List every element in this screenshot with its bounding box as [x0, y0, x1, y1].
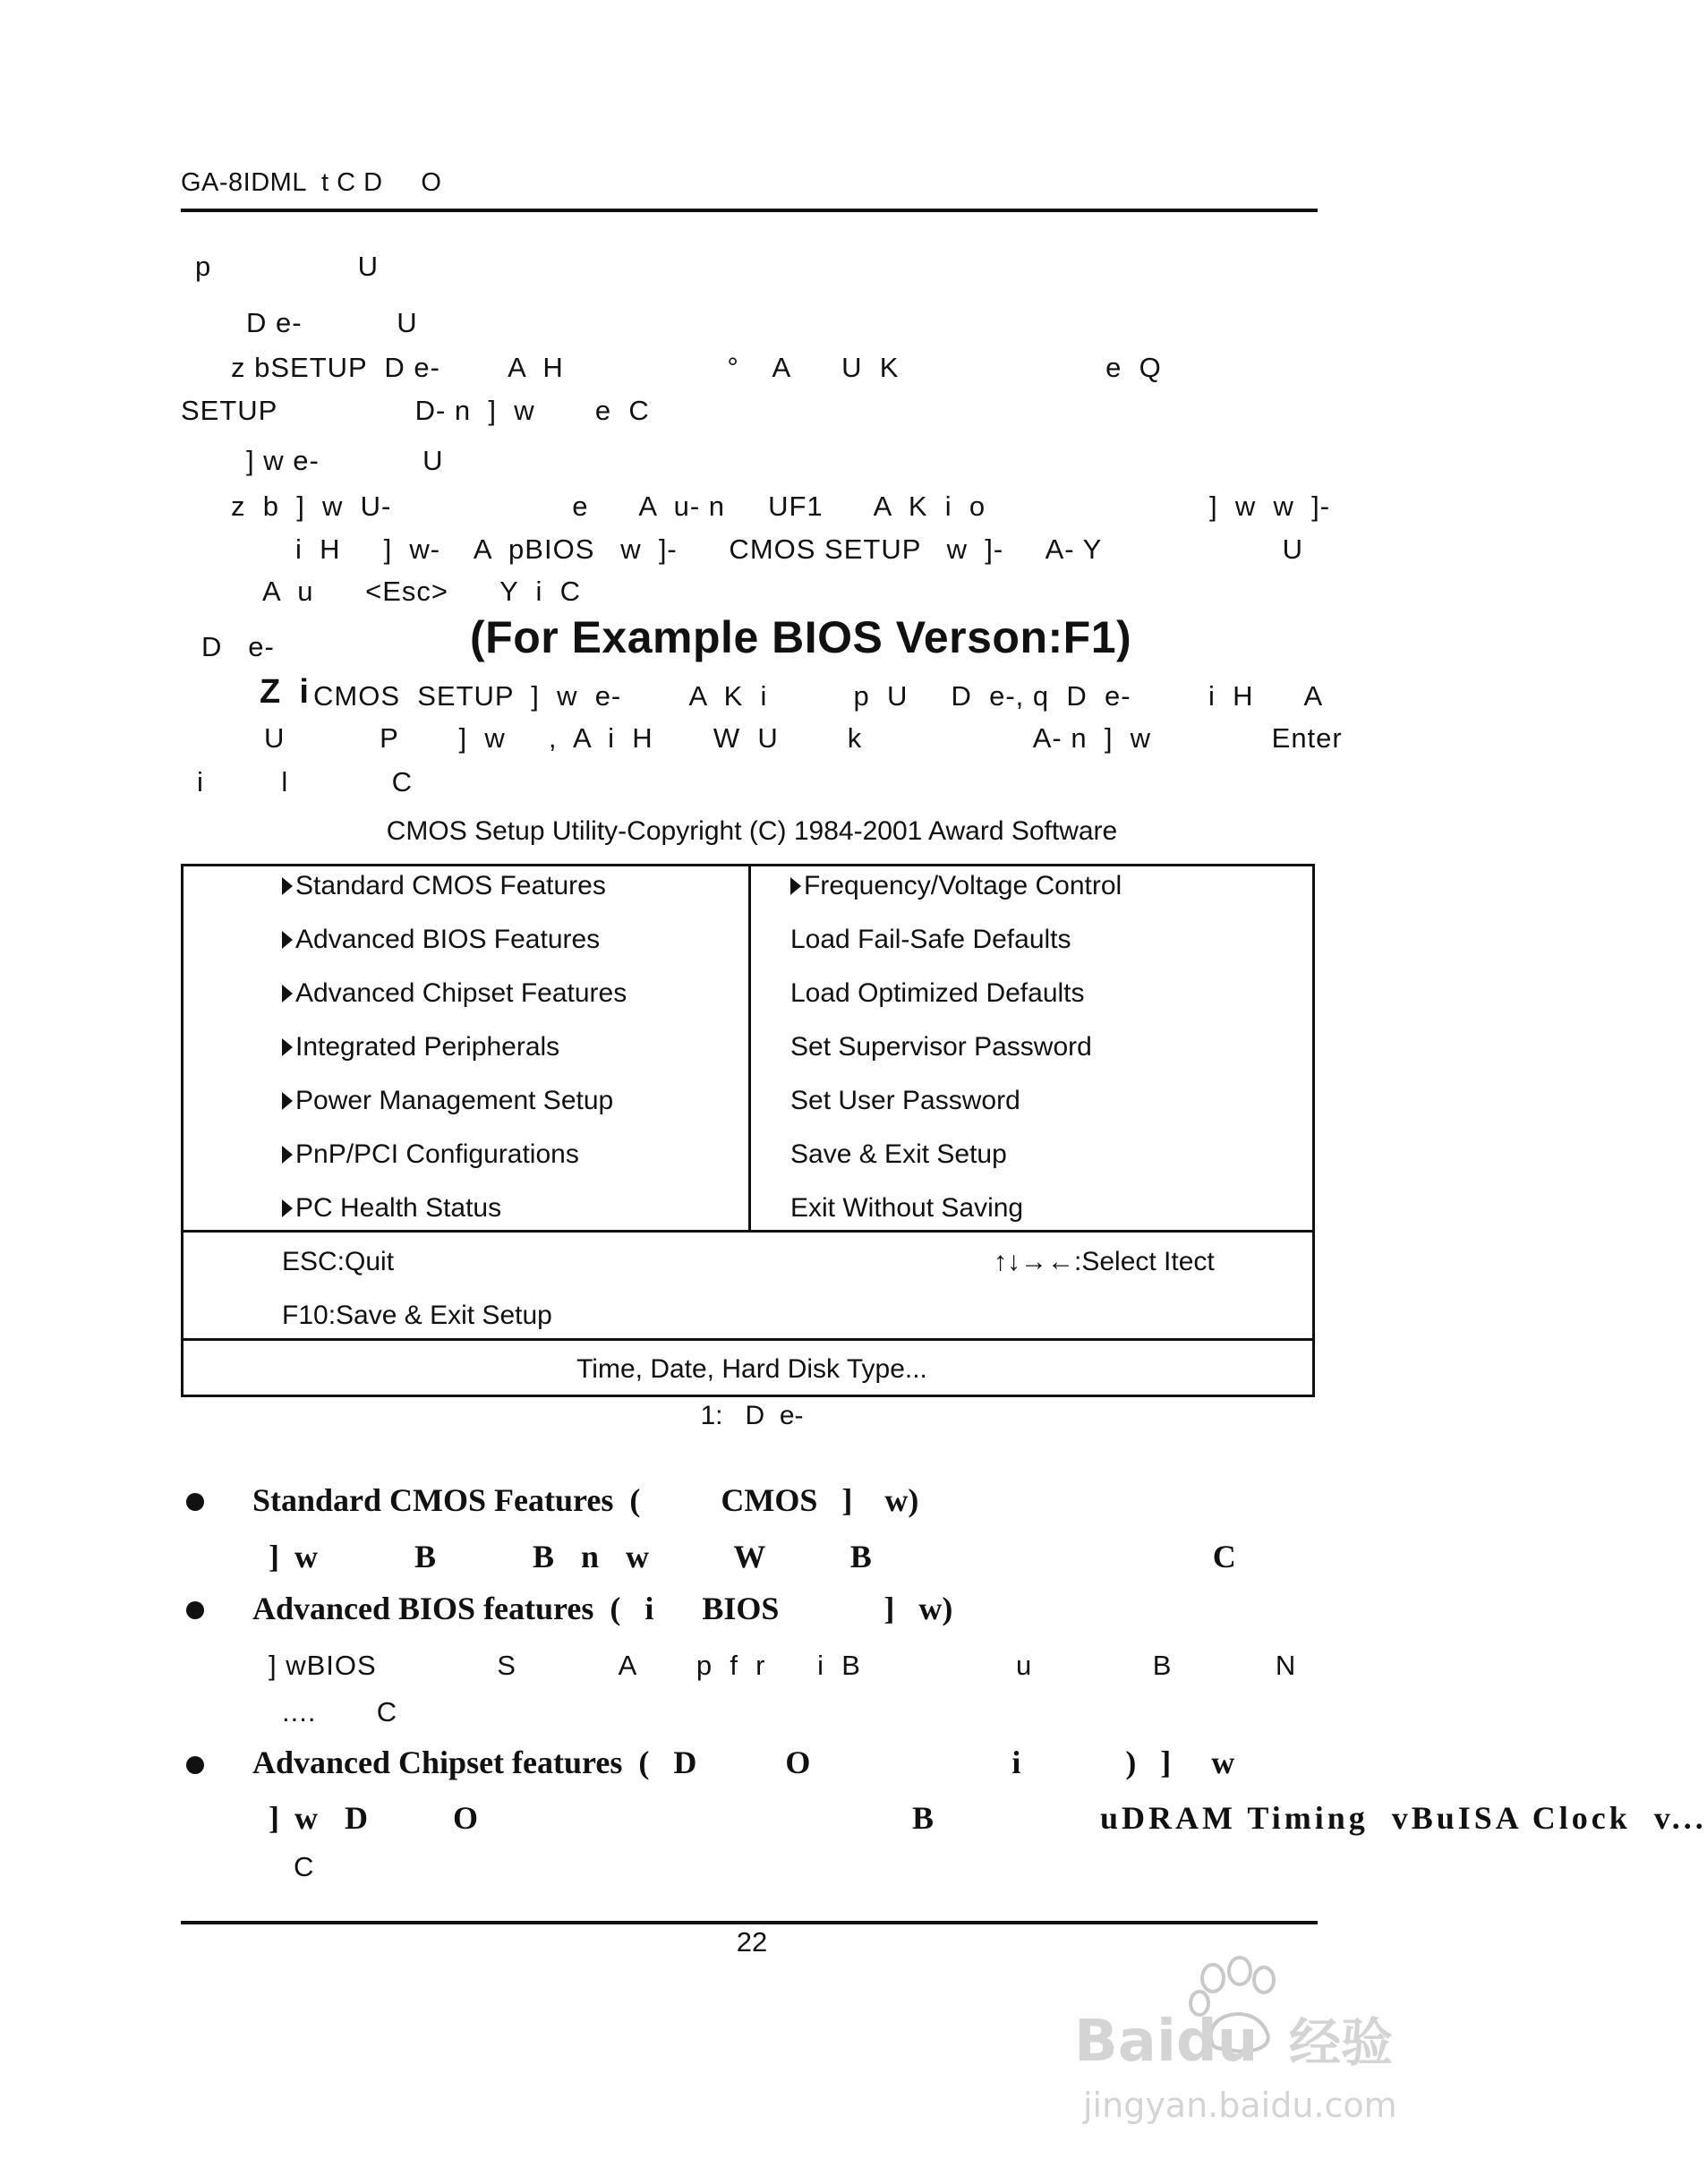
bullet-2-body: ] wBIOS S A p f r i B u B N	[269, 1650, 1297, 1681]
bullet-2-heading: Advanced BIOS features ( i BIOS ] w)	[252, 1591, 953, 1626]
menu-item-standard-cmos[interactable]: Standard CMOS Features	[282, 871, 606, 901]
bullet-3-heading: Advanced Chipset features ( D O i ) ] w	[252, 1745, 1235, 1780]
bios-status-line: Time, Date, Hard Disk Type...	[576, 1354, 927, 1384]
figure-caption: 1: D e-	[700, 1401, 804, 1430]
bullet-dot	[186, 1493, 204, 1511]
menu-item-set-user-password[interactable]: Set User Password	[790, 1086, 1020, 1115]
submenu-arrow-icon	[282, 1199, 293, 1217]
bios-column-divider	[748, 864, 751, 1233]
menu-item-pnp-pci[interactable]: PnP/PCI Configurations	[282, 1139, 579, 1170]
intro-line-8: A u <Esc> Y i C	[262, 576, 581, 607]
menu-item-load-optimized[interactable]: Load Optimized Defaults	[790, 978, 1085, 1008]
para2-line-2: U P ] w , A i H W U k A- n ] w Enter	[264, 722, 1343, 754]
submenu-arrow-icon	[790, 877, 801, 895]
intro-line-3: z bSETUP D e- A H ° A U K e Q	[231, 352, 1162, 383]
menu-item-save-exit[interactable]: Save & Exit Setup	[790, 1139, 1007, 1169]
intro-line-2: D e- U	[246, 307, 418, 338]
menu-item-advanced-chipset[interactable]: Advanced Chipset Features	[282, 978, 627, 1009]
document-header: GA-8IDML t C D O	[181, 168, 442, 197]
intro-line-5: ] w e- U	[246, 445, 444, 476]
example-heading: (For Example BIOS Verson:F1)	[470, 612, 1132, 662]
bullet-1-heading: Standard CMOS Features ( CMOS ] w)	[252, 1482, 919, 1518]
submenu-arrow-icon	[282, 1146, 293, 1164]
help-select-item: ↑↓→←:Select Itect	[994, 1247, 1215, 1276]
menu-item-advanced-bios[interactable]: Advanced BIOS Features	[282, 925, 600, 955]
bullet-dot	[186, 1601, 204, 1619]
bullet-2-body-cont: .... C	[282, 1696, 398, 1728]
para2-line-1: CMOS SETUP ] w e- A K i p U D e-, q D e- i H A	[313, 680, 1324, 712]
intro-line-4: SETUP D- n ] w e C	[181, 395, 650, 426]
baidu-jingyan-watermark	[1065, 1960, 1423, 2139]
submenu-arrow-icon	[282, 1092, 293, 1110]
para2-line-3: i l C	[197, 766, 414, 798]
bullet-3-body: ] w D O B uDRAM Timing vBuISA Clock v...	[269, 1800, 1707, 1836]
submenu-arrow-icon	[282, 1038, 293, 1056]
intro-line-7: i H ] w- A pBIOS w ]- CMOS SETUP w ]- A- Y U	[295, 533, 1304, 565]
menu-item-set-supervisor-password[interactable]: Set Supervisor Password	[790, 1032, 1092, 1062]
help-esc-quit: ESC:Quit	[282, 1247, 395, 1276]
menu-item-pc-health[interactable]: PC Health Status	[282, 1193, 501, 1224]
footer-rule	[181, 1921, 1318, 1924]
intro-line-1: p U	[195, 251, 380, 282]
para2-zi: Z i	[260, 673, 309, 711]
watermark-brand: Baidu	[1074, 2009, 1259, 2075]
watermark-url: jingyan.baidu.com	[1083, 2086, 1397, 2125]
menu-item-frequency-voltage[interactable]: Frequency/Voltage Control	[790, 871, 1122, 901]
bullet-dot	[186, 1756, 204, 1774]
page-number: 22	[736, 1926, 768, 1958]
bios-screen-title: CMOS Setup Utility-Copyright (C) 1984-2001 Award Software	[386, 816, 1118, 846]
bios-help-bottom-rule	[181, 1338, 1315, 1341]
menu-item-exit-without-saving[interactable]: Exit Without Saving	[790, 1193, 1024, 1223]
menu-item-power-management[interactable]: Power Management Setup	[282, 1086, 613, 1116]
paw-logo-icon	[1065, 1960, 1423, 2139]
menu-item-load-fail-safe[interactable]: Load Fail-Safe Defaults	[790, 925, 1071, 954]
bios-menu-bottom-rule	[181, 1230, 1315, 1233]
example-lead: D e-	[201, 631, 275, 662]
header-rule	[181, 209, 1318, 212]
intro-line-6: z b ] w U- e A u- n UF1 A K i o ] w w ]-	[231, 491, 1331, 522]
watermark-cn: 经验	[1289, 2012, 1394, 2073]
bullet-1-body: ] w B B n w W B C	[269, 1539, 1240, 1574]
submenu-arrow-icon	[282, 877, 293, 895]
help-f10-save: F10:Save & Exit Setup	[282, 1301, 552, 1330]
submenu-arrow-icon	[282, 931, 293, 949]
bullet-3-body-cont: C	[294, 1851, 315, 1882]
menu-item-integrated-peripherals[interactable]: Integrated Peripherals	[282, 1032, 559, 1062]
submenu-arrow-icon	[282, 985, 293, 1002]
